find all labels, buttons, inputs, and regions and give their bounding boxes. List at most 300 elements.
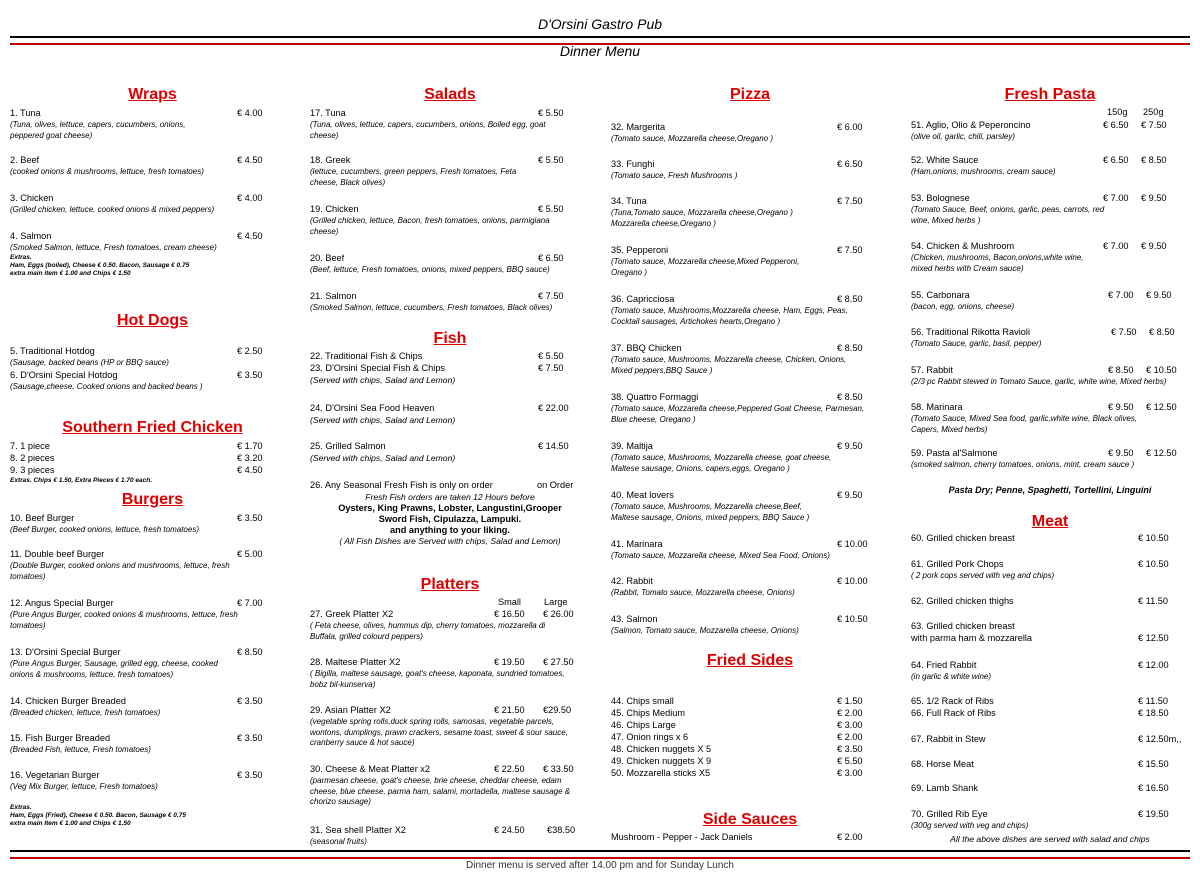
item-price: € 4.00 <box>237 193 263 203</box>
item-name: 66. Full Rack of Ribs <box>911 708 996 718</box>
item-name: 33. Funghi <box>611 159 655 169</box>
menu-item <box>611 832 891 844</box>
item-name: 5. Traditional Hotdog <box>10 346 95 356</box>
item-name: 41. Marinara <box>611 539 663 549</box>
item-name: 20. Beef <box>310 253 345 263</box>
menu-item <box>911 596 1191 608</box>
item-name: 59. Pasta al'Salmone <box>911 448 998 458</box>
menu-item <box>10 598 270 631</box>
item-description: ( Feta cheese, olives, hummus dip, cherry tomatoes, mozzarella di Buffala, grilled colourd peppers) <box>310 621 546 641</box>
item-name: 14. Chicken Burger Breaded <box>10 696 126 706</box>
item-description: (Smoked Salmon, lettuce, cucumbers, Fresh tomatoes, Black olives) <box>310 303 553 312</box>
menu-item <box>611 122 891 145</box>
price-250g: € 9.50 <box>1146 290 1172 300</box>
item-price: € 6.50 <box>837 159 863 169</box>
item-name: 49. Chicken nuggets X 9 <box>611 756 712 766</box>
section-title-fried-sides: Fried Sides <box>706 652 794 669</box>
price-150g: € 7.00 <box>1103 241 1129 251</box>
section-title-wraps: Wraps <box>128 86 177 103</box>
item-name: 15. Fish Burger Breaded <box>10 733 111 743</box>
item-description: (Smoked Salmon, lettuce, Fresh tomatoes, cream cheese) <box>10 243 217 252</box>
item-description: (Salmon, Tomato sauce, Mozzarella cheese, Onions) <box>611 626 799 635</box>
item-name: 12. Angus Special Burger <box>10 598 114 608</box>
price-250g: € 12.50 <box>1146 402 1177 412</box>
item-price: € 3.50 <box>837 744 863 754</box>
item-name: 40. Meat lovers <box>611 490 674 500</box>
item-price: € 10.00 <box>837 539 868 549</box>
restaurant-name: D'Orsini Gastro Pub <box>537 16 663 32</box>
item-price: € 5.50 <box>538 204 564 214</box>
menu-item <box>911 155 1191 178</box>
item-price: € 10.50 <box>1138 533 1169 543</box>
item-name: 68. Horse Meat <box>911 759 974 769</box>
pasta-note: Pasta Dry; Penne, Spaghetti, Tortellini, Linguini <box>948 485 1152 495</box>
item-price: € 7.50 <box>837 245 863 255</box>
item-name: 67. Rabbit in Stew <box>911 734 986 744</box>
menu-item <box>310 253 580 276</box>
menu-item <box>10 549 270 582</box>
item-price: € 7.50 <box>837 196 863 206</box>
menu-item <box>911 327 1191 350</box>
item-name: 55. Carbonara <box>911 290 970 300</box>
price-large: € 33.50 <box>543 764 574 774</box>
seasonal-line: and anything to your liking. <box>390 525 510 535</box>
price-large: € 27.50 <box>543 657 574 667</box>
price-250g: € 7.50 <box>1141 120 1167 130</box>
menu-item <box>611 343 891 376</box>
item-description: (cooked onions & mushrooms, lettuce, fresh tomatoes) <box>10 167 204 176</box>
menu-item <box>611 294 891 327</box>
bottom-divider <box>10 850 1190 859</box>
item-price: € 4.50 <box>237 465 263 475</box>
item-description: (Tomato sauce, Mozzarella cheese,Peppered Goat Cheese, Parmesan, Blue cheese, Oregano ) <box>611 404 865 424</box>
extras-label: Extras. <box>10 804 32 811</box>
item-name: 50. Mozzarella sticks X5 <box>611 768 711 778</box>
item-name: 36. Capricciosa <box>611 294 675 304</box>
item-description: (Breaded chicken, lettuce, fresh tomatoes) <box>10 708 161 717</box>
item-description: (parmesan cheese, goat's cheese, brie cheese, cheddar cheese, edam cheese, blue cheese, parma ham, salami, mortadella, maltese sausage & chorizo sausage) <box>310 776 571 806</box>
item-price: € 4.50 <box>237 231 263 241</box>
item-description: ( 2 pork cops served with veg and chips) <box>911 571 1055 580</box>
column-header-250g: 250g <box>1143 107 1164 117</box>
item-description: (seasonal fruits) <box>310 837 367 846</box>
item-description: (Served with chips, Salad and Lemon) <box>310 375 456 385</box>
item-description: (vegetable spring rolls,duck spring rolls, samosas, vegetable parcels, wontons, dumplings, prawn crackers, sesame toast, sweet & sour sauce, cranberry sauce & hot sauce) <box>310 717 568 747</box>
item-price: € 7.50 <box>538 363 564 373</box>
price-250g: € 10.50 <box>1146 365 1177 375</box>
extras-line: Ham, Eggs (boiled), Cheese € 0.50. Bacon, Sausage € 0.75 <box>10 261 190 269</box>
menu-item <box>911 559 1191 582</box>
section-title-fresh-pasta: Fresh Pasta <box>1004 86 1096 103</box>
section-title-meat: Meat <box>1031 513 1069 530</box>
menu-item <box>10 647 270 680</box>
footer-note: Dinner menu is served after 14.00 pm and for Sunday Lunch <box>466 860 734 871</box>
item-price: € 3.50 <box>237 370 263 380</box>
item-price: € 3.50 <box>237 733 263 743</box>
price-250g: € 12.50 <box>1146 448 1177 458</box>
menu-item <box>310 204 580 237</box>
item-name: 69. Lamb Shank <box>911 783 978 793</box>
item-price: € 22.00 <box>538 403 569 413</box>
item-name: 46. Chips Large <box>611 720 676 730</box>
price-150g: € 6.50 <box>1103 120 1129 130</box>
item-name: 3. Chicken <box>10 193 54 203</box>
item-price: € 12.00 <box>1138 660 1169 670</box>
menu-item <box>611 159 891 182</box>
section-title-southern-fried-chicken: Southern Fried Chicken <box>62 419 243 436</box>
section-title-hotdogs: Hot Dogs <box>116 312 189 329</box>
section-title-salads: Salads <box>424 86 476 103</box>
section-title-pizza: Pizza <box>729 86 770 103</box>
menu-item <box>10 733 270 756</box>
price-small: € 21.50 <box>494 705 525 715</box>
item-price: € 9.50 <box>837 490 863 500</box>
price-150g: € 6.50 <box>1103 155 1129 165</box>
item-price: € 2.00 <box>837 832 863 842</box>
menu-item <box>911 533 1191 545</box>
item-name: 9. 3 pieces <box>10 465 55 475</box>
item-name: 13. D'Orsini Special Burger <box>10 647 121 657</box>
item-price: € 11.50 <box>1138 696 1168 706</box>
item-name: 6. D'Orsini Special Hotdog <box>10 370 118 380</box>
item-name: 11. Double beef Burger <box>10 549 105 559</box>
menu-item <box>611 539 891 562</box>
item-name: 43. Salmon <box>611 614 658 624</box>
menu-item-group <box>10 441 270 485</box>
item-price: € 2.00 <box>837 708 863 718</box>
item-name: 1. Tuna <box>10 108 41 118</box>
extras-line: Ham, Eggs (Fried), Cheese € 0.50. Bacon, Sausage € 0.75 <box>10 812 186 819</box>
menu-item <box>310 403 580 426</box>
menu-item <box>10 370 270 393</box>
menu-item <box>911 448 1191 471</box>
item-price: € 3.50 <box>237 513 263 523</box>
item-name: 38. Quattro Formaggi <box>611 392 699 402</box>
item-description: (Pure Angus Burger, Sausage, grilled egg, cheese, cooked onions & mushrooms, lettuce, fresh tomatoes) <box>10 659 218 679</box>
item-name: 44. Chips small <box>611 696 674 706</box>
item-name: 37. BBQ Chicken <box>611 343 682 353</box>
item-price: € 7.00 <box>237 598 263 608</box>
price-250g: € 9.50 <box>1141 193 1167 203</box>
item-price: € 14.50 <box>538 441 569 451</box>
item-description: (Tuna,Tomato sauce, Mozzarella cheese,Oregano ) Mozzarella cheese,Oregano ) <box>611 208 793 228</box>
item-price: € 2.00 <box>837 732 863 742</box>
item-description: (olive oil, garlic, chili, parsley) <box>911 132 1016 141</box>
price-small: € 19.50 <box>494 657 525 667</box>
item-name: 23. D'Orsini Special Fish & Chips <box>310 363 446 373</box>
item-description: (Breaded Fish, lettuce, Fresh tomatoes) <box>10 745 151 754</box>
item-price: € 9.50 <box>837 441 863 451</box>
section-title-fish: Fish <box>433 330 467 347</box>
price-small: € 24.50 <box>494 825 525 835</box>
item-price: € 12.50 <box>1138 633 1169 643</box>
item-name: 4. Salmon <box>10 231 52 241</box>
item-description: (Tomato sauce, Fresh Mushrooms ) <box>611 171 738 180</box>
menu-title: Dinner Menu <box>559 43 641 59</box>
price-150g: € 9.50 <box>1108 448 1134 458</box>
item-name: 29. Asian Platter X2 <box>310 705 391 715</box>
item-name: 19. Chicken <box>310 204 359 214</box>
price-large: € 26.00 <box>543 609 574 619</box>
menu-item <box>310 609 590 642</box>
price-150g: € 7.00 <box>1103 193 1129 203</box>
item-name: 34. Tuna <box>611 196 647 206</box>
item-price: € 5.00 <box>237 549 263 559</box>
price-small: € 22.50 <box>494 764 525 774</box>
item-price: € 1.50 <box>837 696 863 706</box>
item-price: € 15.50 <box>1138 759 1169 769</box>
item-description: (Beef, lettuce, Fresh tomatoes, onions, mixed peppers, BBQ sauce) <box>310 265 550 274</box>
item-name: 63. Grilled chicken breast <box>911 621 1015 631</box>
item-price: € 16.50 <box>1138 783 1169 793</box>
item-name: 26. Any Seasonal Fresh Fish is only on order <box>310 480 493 490</box>
item-description: (Tomato Sauce, Beef, onions, garlic, peas, carrots, red wine, Mixed herbs ) <box>911 205 1105 225</box>
item-name: 30. Cheese & Meat Platter x2 <box>310 764 431 774</box>
item-price: on Order <box>537 480 574 490</box>
menu-item <box>611 441 891 474</box>
fish-footnote: ( All Fish Dishes are Served with chips, Salad and Lemon) <box>339 536 561 546</box>
menu-item <box>310 825 590 848</box>
item-price: € 18.50 <box>1138 708 1169 718</box>
item-name: 60. Grilled chicken breast <box>911 533 1015 543</box>
item-description: (Double Burger, cooked onions and mushrooms, lettuce, fresh tomatoes) <box>10 561 230 581</box>
item-price: € 11.50 <box>1138 596 1168 606</box>
menu-item <box>310 351 580 386</box>
item-price: € 19.50 <box>1138 809 1169 819</box>
item-name: 10. Beef Burger <box>10 513 75 523</box>
item-price: € 7.50 <box>538 291 564 301</box>
item-price: € 10.50 <box>1138 559 1169 569</box>
item-description: (Sausage, backed beans (HP or BBQ sauce) <box>10 358 169 367</box>
item-price: € 8.50 <box>237 647 263 657</box>
item-price: € 1.70 <box>237 441 263 451</box>
item-price: € 5.50 <box>538 108 564 118</box>
menu-item <box>310 108 580 141</box>
item-price: € 6.50 <box>538 253 564 263</box>
item-name: 53. Bolognese <box>911 193 970 203</box>
item-name: 28. Maltese Platter X2 <box>310 657 401 667</box>
item-name: 35. Pepperoni <box>611 245 669 255</box>
item-description: (Tomato sauce, Mushrooms, Mozzarella cheese, goat cheese, Maltese sausage, Onions, capers,eggs, Oregano ) <box>611 453 832 473</box>
menu-item <box>310 291 580 314</box>
item-name: 31. Sea shell Platter X2 <box>310 825 407 835</box>
item-name: 56. Traditional Rikotta Ravioli <box>911 327 1030 337</box>
item-description: (smoked salmon, cherry tomatoes, onions, mint, cream sauce ) <box>911 460 1135 469</box>
menu-item <box>310 657 590 690</box>
menu-item <box>310 764 590 808</box>
menu-item <box>911 290 1191 313</box>
item-name: 32. Margerita <box>611 122 666 132</box>
price-large: €29.50 <box>543 705 572 715</box>
meat-note: All the above dishes are served with salad and chips <box>950 834 1150 844</box>
item-description: (bacon, egg, onions, cheese) <box>911 302 1015 311</box>
item-description: (in garlic & white wine) <box>911 672 992 681</box>
item-name: 17. Tuna <box>310 108 346 118</box>
item-name: 62. Grilled chicken thighs <box>911 596 1014 606</box>
column-header-150g: 150g <box>1107 107 1128 117</box>
menu-item <box>10 155 270 178</box>
menu-item <box>911 402 1191 435</box>
item-name: 22. Traditional Fish & Chips <box>310 351 423 361</box>
item-price: € 3.00 <box>837 720 863 730</box>
item-name: 39. Maltija <box>611 441 653 451</box>
item-name: 48. Chicken nuggets X 5 <box>611 744 712 754</box>
item-description: (lettuce, cucumbers, green peppers, Fresh tomatoes, Feta cheese, Black olives) <box>310 167 517 187</box>
item-name: 45. Chips Medium <box>611 708 686 718</box>
item-description: (Served with chips, Salad and Lemon) <box>310 415 456 425</box>
item-name: 7. 1 piece <box>10 441 50 451</box>
menu-item <box>611 196 891 229</box>
menu-item <box>911 621 1191 645</box>
extras-line: Extras. Chips € 1.50, Extra Pieces € 1.70 each. <box>10 477 153 484</box>
item-price: € 8.50 <box>837 392 863 402</box>
item-description: (Veg Mix Burger, lettuce, Fresh tomatoes) <box>10 782 158 791</box>
extras-line: extra main Item € 1.00 and Chips € 1.50 <box>10 820 131 827</box>
menu-item <box>611 576 891 599</box>
item-price: € 12.50m,, <box>1138 734 1182 744</box>
price-150g: € 9.50 <box>1108 402 1134 412</box>
item-description: (Chicken, mushrooms, Bacon,onions,white wine, mixed herbs with Cream sauce) <box>911 253 1084 273</box>
item-name: 54. Chicken & Mushroom <box>911 241 1015 251</box>
price-150g: € 7.00 <box>1108 290 1134 300</box>
item-name: 27. Greek Platter X2 <box>310 609 394 619</box>
menu-item <box>911 759 1191 771</box>
menu-item <box>10 231 270 278</box>
seasonal-line: Oysters, King Prawns, Lobster, Langustini,Grooper <box>338 503 562 513</box>
item-description: (2/3 pc Rabbit stewed in Tomato Sauce, garlic, white wine, Mixed herbs) <box>911 377 1167 386</box>
item-description: (Tomato sauce, Mushrooms,Mozzarella cheese, Ham, Eggs, Peas, Cocktail sausages, Artichokes hearts,Oregano ) <box>611 306 848 326</box>
menu-item <box>611 490 891 523</box>
item-description: (Tomato sauce, Mozzarella cheese, Mixed Sea Food, Onions) <box>611 551 830 560</box>
item-description: (Tomato sauce, Mushrooms, Mozzarella cheese,Beef, Maltese sausage, Onions, mixed peppers, BBQ Sauce ) <box>611 502 810 522</box>
item-description: (Tomato sauce, Mushrooms, Mozzarella cheese, Chicken, Onions, Mixed peppers,BBQ Sauce ) <box>611 355 847 375</box>
menu-item <box>10 770 270 793</box>
item-price: € 8.50 <box>837 343 863 353</box>
price-150g: € 8.50 <box>1108 365 1134 375</box>
item-price: € 6.00 <box>837 122 863 132</box>
extras-line: extra main item € 1.00 and Chips € 1.50 <box>10 269 131 277</box>
item-name: 21. Salmon <box>310 291 357 301</box>
item-description: (Sausage,cheese, Cooked onions and backed beans ) <box>10 382 203 391</box>
price-250g: € 8.50 <box>1149 327 1175 337</box>
item-name: 24. D'Orsini Sea Food Heaven <box>310 403 435 413</box>
price-250g: € 9.50 <box>1141 241 1167 251</box>
item-name: 8. 2 pieces <box>10 453 55 463</box>
item-name: 65. 1/2 Rack of Ribs <box>911 696 994 706</box>
item-name: 47. Onion rings x 6 <box>611 732 689 742</box>
item-description: (Rabbit, Tomato sauce, Mozzarella cheese, Onions) <box>611 588 795 597</box>
item-name: 70. Grilled Rib Eye <box>911 809 988 819</box>
menu-item <box>611 614 891 637</box>
extras-block <box>10 804 270 828</box>
item-name: Mushroom - Pepper - Jack Daniels <box>611 832 753 842</box>
menu-item <box>310 441 580 464</box>
extras-label: Extras. <box>10 253 32 261</box>
item-description: (Beef Burger, cooked onions, lettuce, fresh tomatoes) <box>10 525 199 534</box>
menu-item-group <box>911 696 1191 720</box>
menu-item <box>310 155 580 188</box>
item-name-line2: with parma ham & mozzarella <box>911 633 1033 643</box>
menu-item <box>10 696 270 719</box>
item-name: 51. Aglio, Olio & Peperoncino <box>911 120 1031 130</box>
menu-item <box>310 480 590 547</box>
item-description: (Tomato sauce, Mozzarella cheese,Oregano ) <box>611 134 774 143</box>
menu-item <box>611 245 891 278</box>
item-price: € 4.00 <box>237 108 263 118</box>
menu-item <box>911 120 1191 143</box>
price-small: € 16.50 <box>494 609 525 619</box>
item-price: € 3.50 <box>237 696 263 706</box>
item-description: (Grilled chicken, lettuce, Bacon, fresh tomatoes, onions, parmigiana cheese) <box>310 216 550 236</box>
price-250g: € 8.50 <box>1141 155 1167 165</box>
menu-item <box>310 705 590 749</box>
menu-item <box>911 809 1191 832</box>
item-description: (Tomato sauce, Mozzarella cheese,Mixed Pepperoni, Oregano ) <box>611 257 800 277</box>
item-description: (Tuna, olives, lettuce, capers, cucumbers, onions, Boiled egg, goat cheese) <box>310 120 546 140</box>
item-price: € 10.00 <box>837 576 868 586</box>
menu-item <box>911 365 1191 388</box>
item-name: 52. White Sauce <box>911 155 979 165</box>
column-header-large: Large <box>544 597 568 607</box>
section-title-platters: Platters <box>420 576 480 593</box>
item-price: € 4.50 <box>237 155 263 165</box>
item-price: € 3.50 <box>237 770 263 780</box>
menu-item <box>10 193 270 216</box>
column-header-small: Small <box>498 597 521 607</box>
seasonal-note: Fresh Fish orders are taken 12 Hours before <box>365 492 535 502</box>
item-description: (Pure Angus Burger, cooked onions & mushrooms, lettuce, fresh tomatoes) <box>10 610 238 630</box>
item-price: € 5.50 <box>837 756 863 766</box>
section-title-burgers: Burgers <box>121 491 184 508</box>
menu-item <box>911 193 1191 226</box>
menu-item-group <box>611 696 891 780</box>
item-name: 57. Rabbit <box>911 365 953 375</box>
item-description: (Tuna, olives, lettuce, capers, cucumbers, onions, peppered goat cheese) <box>10 120 186 140</box>
menu-item <box>911 660 1191 683</box>
item-description: (300g served with veg and chips) <box>911 821 1029 830</box>
item-price: € 2.50 <box>237 346 263 356</box>
item-price: € 10.50 <box>837 614 868 624</box>
seasonal-line: Sword Fish, Cipulazza, Lampuki. <box>378 514 522 524</box>
section-title-side-sauces: Side Sauces <box>702 811 798 828</box>
menu-item <box>911 783 1191 795</box>
item-price: € 5.50 <box>538 155 564 165</box>
price-large: €38.50 <box>547 825 576 835</box>
menu-item <box>10 513 270 536</box>
item-price: € 3.20 <box>237 453 263 463</box>
menu-item <box>10 346 270 369</box>
item-description: (Ham,onions, mushrooms, cream sauce) <box>911 167 1056 176</box>
item-name: 64. Fried Rabbit <box>911 660 977 670</box>
menu-item <box>10 108 270 141</box>
item-name: 58. Marinara <box>911 402 963 412</box>
item-description: (Served with chips, Salad and Lemon) <box>310 453 456 463</box>
item-name: 42. Rabbit <box>611 576 653 586</box>
menu-item <box>911 241 1191 274</box>
item-name: 61. Grilled Pork Chops <box>911 559 1004 569</box>
item-description: (Tomato Sauce, garlic, basil, pepper) <box>911 339 1042 348</box>
item-price: € 5.50 <box>538 351 564 361</box>
menu-item <box>611 392 891 425</box>
item-name: 2. Beef <box>10 155 40 165</box>
item-description: (Tomato Sauce, Mixed Sea food, garlic,white wine, Black olives, Capers, Mixed herbs) <box>911 414 1138 434</box>
item-price: € 8.50 <box>837 294 863 304</box>
price-150g: € 7.50 <box>1111 327 1137 337</box>
item-name: 25. Grilled Salmon <box>310 441 386 451</box>
item-description: (Grilled chicken, lettuce, cooked onions & mixed peppers) <box>10 205 215 214</box>
item-name: 18. Greek <box>310 155 351 165</box>
item-description: ( Bigilla, maltese sausage, goat's cheese, kaponata, sundried tomatoes, bobz bil-kunserva) <box>310 669 565 689</box>
